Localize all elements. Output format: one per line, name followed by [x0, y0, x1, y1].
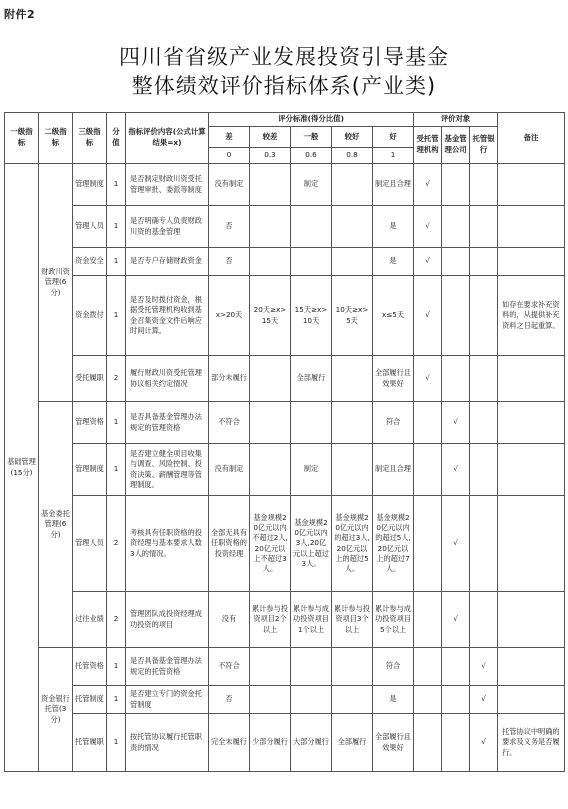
check-mark: √: [442, 402, 470, 444]
level3-cell: 管理人员: [73, 206, 107, 248]
content-cell: 是否具备基金管理办法规定的托管资格: [126, 648, 209, 686]
grade-cell: 累计参与投资项目3个以上: [332, 592, 373, 648]
check-mark: √: [470, 648, 498, 686]
table-row: [5, 248, 565, 276]
check-mark: √: [470, 686, 498, 714]
grade-cell: 累计参与成功投资项目1个以上: [291, 592, 332, 648]
empty-cell: [470, 402, 498, 444]
grade-cell: 不符合: [209, 402, 250, 444]
level3-cell: 受托履职: [73, 356, 107, 402]
check-mark: √: [442, 496, 470, 592]
content-cell: 是否及时拨付资金，根据受托管理机构收到基金召集资金文件后响应时间计算。: [126, 276, 209, 356]
document-title-line1: 四川省省级产业发展投资引导基金: [119, 45, 449, 69]
empty-cell: [470, 356, 498, 402]
level3-cell: 托管制度: [73, 686, 107, 714]
group-finance-management: 财政川资管理(6分): [39, 164, 73, 402]
table-row: [5, 648, 565, 686]
empty-cell: [470, 248, 498, 276]
grade-cell: 基金规模20亿元以内的超过3人,20亿元以上的超过5人。: [332, 496, 373, 592]
table-row: [5, 496, 565, 592]
grade-cell: [332, 356, 373, 402]
level3-cell: 资金拨付: [73, 276, 107, 356]
header-grade-excellent: 好: [373, 127, 414, 148]
content-cell: 是否具备基金管理办法规定的管理资格: [126, 402, 209, 444]
level3-cell: 管理资格: [73, 402, 107, 444]
header-object-fund-company: 基金管理公司: [442, 127, 470, 164]
check-mark: √: [414, 248, 442, 276]
header-remark: 备注: [498, 113, 565, 164]
empty-cell: [442, 206, 470, 248]
empty-cell: [470, 164, 498, 206]
grade-cell: [250, 206, 291, 248]
content-cell: 是否专户存储财政资金: [126, 248, 209, 276]
grade-cell: x≤5天: [373, 276, 414, 356]
table-row: [5, 714, 565, 772]
empty-cell: [414, 648, 442, 686]
empty-cell: [442, 356, 470, 402]
score-cell: 1: [107, 402, 126, 444]
grade-cell: [332, 686, 373, 714]
score-cell: 1: [107, 164, 126, 206]
grade-cell: 全部履行: [332, 714, 373, 772]
grade-cell: [250, 402, 291, 444]
level3-cell: 资金安全: [73, 248, 107, 276]
header-score: 分值: [107, 113, 126, 164]
score-cell: 1: [107, 206, 126, 248]
grade-cell: 大部分履行: [291, 714, 332, 772]
score-cell: 1: [107, 276, 126, 356]
grade-cell: 全部无具有任职资格的投资经理: [209, 496, 250, 592]
empty-cell: [442, 248, 470, 276]
remark-cell: [498, 648, 565, 686]
group-basic-management: 基础管理(15分): [5, 164, 39, 772]
remark-cell: [498, 206, 565, 248]
header-scoring-standard: 评分标准(得分比值): [209, 113, 414, 127]
grade-cell: [250, 444, 291, 496]
grade-cell: 是: [373, 206, 414, 248]
score-cell: 1: [107, 648, 126, 686]
check-mark: √: [470, 714, 498, 772]
table-row: [5, 444, 565, 496]
level3-cell: 过往业绩: [73, 592, 107, 648]
content-cell: 是否建立专门的资金托管制度: [126, 686, 209, 714]
grade-cell: 不符合: [209, 648, 250, 686]
content-cell: 是否明确专人负责财政川资的基金管理: [126, 206, 209, 248]
grade-cell: [291, 402, 332, 444]
remark-cell: 如存在要求补充资料的，从提供补充资料之日起重算。: [498, 276, 565, 356]
grade-cell: 累计参与投资项目2个以上: [250, 592, 291, 648]
remark-cell: [498, 248, 565, 276]
header-ratio: 0.6: [291, 148, 332, 164]
grade-cell: [250, 248, 291, 276]
grade-cell: [332, 444, 373, 496]
grade-cell: 10天≥x>5天: [332, 276, 373, 356]
grade-cell: [291, 248, 332, 276]
header-grade-good: 较好: [332, 127, 373, 148]
remark-cell: [498, 496, 565, 592]
grade-cell: 部分未履行: [209, 356, 250, 402]
header-object-custodian-bank: 托管银行: [470, 127, 498, 164]
grade-cell: [332, 248, 373, 276]
remark-cell: [498, 402, 565, 444]
score-cell: 1: [107, 686, 126, 714]
group-fund-management: 基金委托管理(6分): [39, 402, 73, 648]
header-content: 指标评价内容(公式计算结果=x): [126, 113, 209, 164]
grade-cell: [291, 648, 332, 686]
grade-cell: [332, 164, 373, 206]
grade-cell: 制定: [291, 444, 332, 496]
check-mark: √: [442, 444, 470, 496]
score-cell: 1: [107, 714, 126, 772]
grade-cell: 基金规模20亿元以内不超过2人,20亿元以上不超过3人。: [250, 496, 291, 592]
header-level3: 三级指标: [73, 113, 107, 164]
indicator-table: [4, 112, 565, 772]
grade-cell: 否: [209, 686, 250, 714]
empty-cell: [442, 686, 470, 714]
grade-cell: [332, 206, 373, 248]
empty-cell: [442, 164, 470, 206]
empty-cell: [414, 714, 442, 772]
header-object-trustee: 受托管理机构: [414, 127, 442, 164]
document-title-line2: 整体绩效评价指标体系(产业类): [131, 74, 437, 98]
table-row: [5, 356, 565, 402]
score-cell: 2: [107, 356, 126, 402]
grade-cell: [291, 686, 332, 714]
remark-cell: 托管协议中明确的要求及义务是否履行。: [498, 714, 565, 772]
grade-cell: 没有: [209, 592, 250, 648]
score-cell: 2: [107, 592, 126, 648]
grade-cell: 符合: [373, 402, 414, 444]
level3-cell: 托管履职: [73, 714, 107, 772]
grade-cell: [250, 686, 291, 714]
grade-cell: 完全未履行: [209, 714, 250, 772]
grade-cell: 基金规模20亿元以内的超过5人,20亿元以上的超过7人。: [373, 496, 414, 592]
grade-cell: 累计参与成功投资项目5个以上: [373, 592, 414, 648]
grade-cell: 全部履行且效果好: [373, 356, 414, 402]
grade-cell: [250, 648, 291, 686]
remark-cell: [498, 356, 565, 402]
content-cell: 考核具有任职资格的投资经理与基本要求人数3人的情况。: [126, 496, 209, 592]
grade-cell: 制定: [291, 164, 332, 206]
content-cell: 管理团队成投资经理成功投资的项目: [126, 592, 209, 648]
check-mark: √: [442, 592, 470, 648]
check-mark: √: [414, 276, 442, 356]
header-level1: 一级指标: [5, 113, 39, 164]
content-cell: 是否制定财政川资受托管理审批、委派等制度: [126, 164, 209, 206]
remark-cell: [498, 444, 565, 496]
header-grade-poor: 差: [209, 127, 250, 148]
remark-cell: [498, 164, 565, 206]
empty-cell: [470, 592, 498, 648]
attachment-label: 附件2: [4, 8, 36, 21]
check-mark: √: [414, 356, 442, 402]
grade-cell: [332, 648, 373, 686]
score-cell: 1: [107, 444, 126, 496]
grade-cell: 是: [373, 248, 414, 276]
table-row: [5, 592, 565, 648]
remark-cell: [498, 686, 565, 714]
content-cell: 按托管协议履行托管职责的情况: [126, 714, 209, 772]
grade-cell: 否: [209, 206, 250, 248]
empty-cell: [414, 444, 442, 496]
grade-cell: 制定且合理: [373, 444, 414, 496]
score-cell: 1: [107, 248, 126, 276]
grade-cell: 少部分履行: [250, 714, 291, 772]
table-row: [5, 164, 565, 206]
empty-cell: [470, 496, 498, 592]
empty-cell: [442, 276, 470, 356]
empty-cell: [414, 402, 442, 444]
grade-cell: 全部履行且效果好: [373, 714, 414, 772]
table-row: [5, 206, 565, 248]
empty-cell: [442, 714, 470, 772]
header-level2: 二级指标: [39, 113, 73, 164]
header-ratio: 0.3: [250, 148, 291, 164]
header-grade-fair: 较差: [250, 127, 291, 148]
grade-cell: 制定且合理: [373, 164, 414, 206]
level3-cell: 管理制度: [73, 444, 107, 496]
header-ratio: 0: [209, 148, 250, 164]
grade-cell: 没有制定: [209, 444, 250, 496]
empty-cell: [414, 496, 442, 592]
remark-cell: [498, 592, 565, 648]
header-ratio: 1: [373, 148, 414, 164]
empty-cell: [470, 276, 498, 356]
empty-cell: [414, 592, 442, 648]
table-row: [5, 276, 565, 356]
grade-cell: 20天≥x>15天: [250, 276, 291, 356]
grade-cell: [332, 402, 373, 444]
grade-cell: 15天≥x>10天: [291, 276, 332, 356]
grade-cell: 否: [209, 248, 250, 276]
check-mark: √: [414, 164, 442, 206]
empty-cell: [470, 444, 498, 496]
level3-cell: 托管资格: [73, 648, 107, 686]
table-row: [5, 686, 565, 714]
score-cell: 2: [107, 496, 126, 592]
grade-cell: 符合: [373, 648, 414, 686]
level3-cell: 管理人员: [73, 496, 107, 592]
grade-cell: 没有制定: [209, 164, 250, 206]
empty-cell: [470, 206, 498, 248]
grade-cell: 是: [373, 686, 414, 714]
table-row: [5, 402, 565, 444]
header-ratio: 0.8: [332, 148, 373, 164]
content-cell: 履行财政川资受托管理协议相关约定情况: [126, 356, 209, 402]
level3-cell: 管理制度: [73, 164, 107, 206]
grade-cell: [250, 164, 291, 206]
header-eval-object: 评价对象: [414, 113, 498, 127]
grade-cell: 基金规模20亿元以内3人,20亿元以上超过3人。: [291, 496, 332, 592]
grade-cell: [291, 206, 332, 248]
header-grade-average: 一般: [291, 127, 332, 148]
grade-cell: 全部履行: [291, 356, 332, 402]
grade-cell: x>20天: [209, 276, 250, 356]
group-custody-management: 资金银行托管(3分): [39, 648, 73, 772]
check-mark: √: [414, 206, 442, 248]
empty-cell: [442, 648, 470, 686]
content-cell: 是否建立健全项目收集与调查、风险控制、投资决策、薪酬管理等管理制度。: [126, 444, 209, 496]
grade-cell: [250, 356, 291, 402]
empty-cell: [414, 686, 442, 714]
